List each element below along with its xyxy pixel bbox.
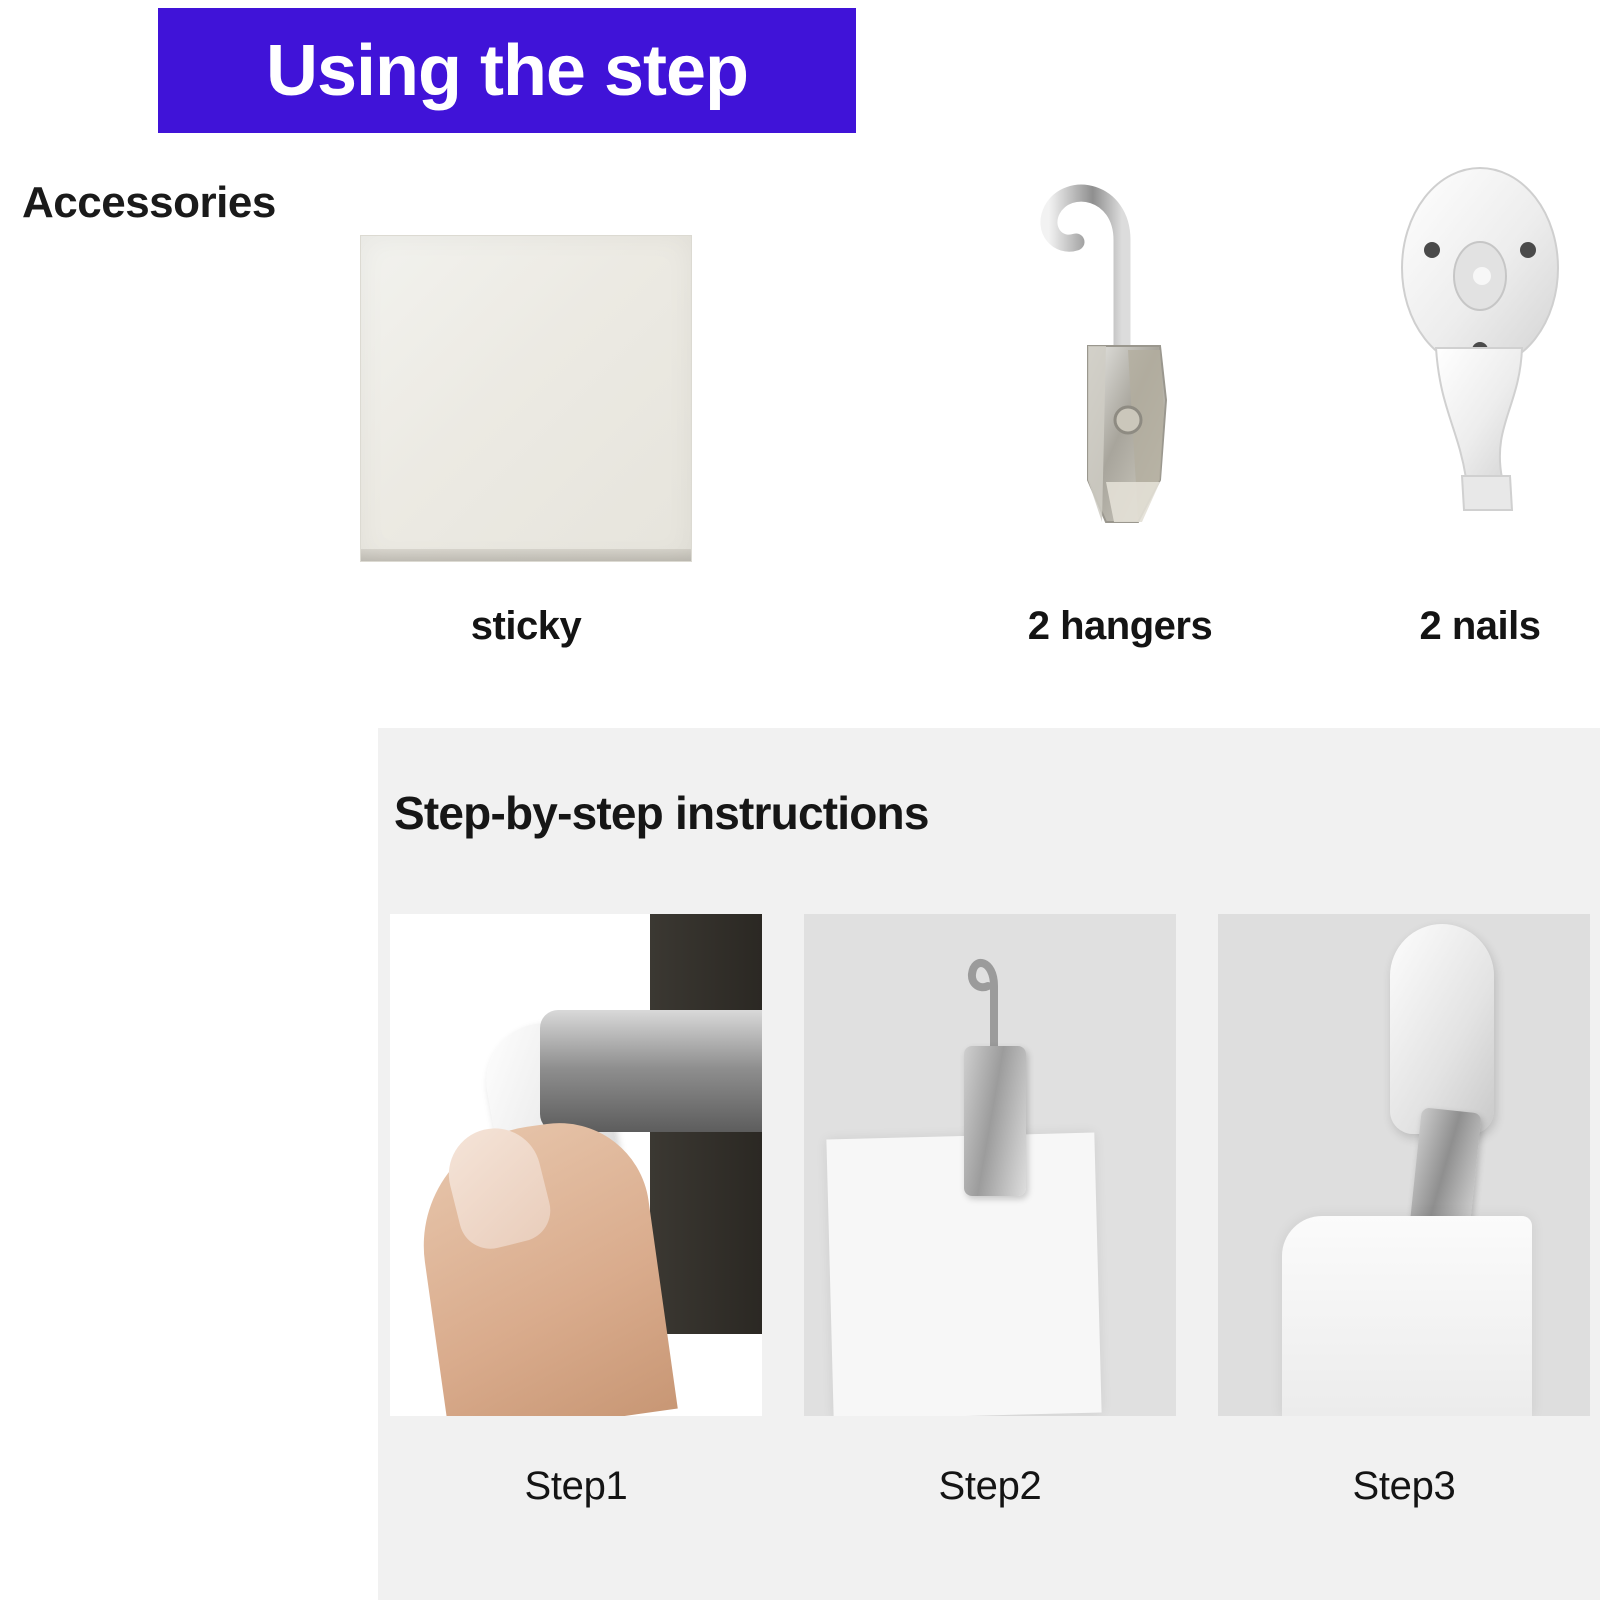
accessory-caption-nails: 2 nails: [1419, 604, 1541, 648]
accessory-caption-sticky: sticky: [470, 604, 582, 648]
page-title: Using the step: [265, 30, 749, 111]
accessories-row: [300, 150, 1580, 670]
step-item-2: [804, 914, 1176, 1509]
step-image-3: [1218, 914, 1590, 1416]
step-image-1: [390, 914, 762, 1416]
step-item-3: [1218, 914, 1590, 1509]
accessory-item-sticky: [346, 235, 706, 649]
clip-hanger-illustration: [1010, 150, 1230, 560]
steps-row: [390, 914, 1590, 1509]
accessory-caption-hangers: 2 hangers: [1027, 604, 1213, 648]
accessory-item-hangers: [940, 150, 1300, 649]
accessory-item-nails: [1300, 150, 1600, 649]
adhesive-nail-hook-icon: [1300, 150, 1600, 560]
accessories-heading: Accessories: [22, 178, 276, 227]
instructions-panel: [378, 728, 1600, 1600]
step-caption-3: Step3: [1352, 1464, 1456, 1508]
step2-hook-icon: [966, 942, 1022, 1062]
step-image-2: [804, 914, 1176, 1416]
instructions-heading: Step-by-step instructions: [394, 787, 929, 839]
step-item-1: [390, 914, 762, 1509]
title-banner: [158, 8, 856, 133]
nail-hook-illustration: [1370, 158, 1590, 558]
step-caption-2: Step2: [938, 1464, 1042, 1508]
clip-hanger-icon: [940, 150, 1300, 560]
step-caption-1: Step1: [524, 1464, 628, 1508]
sticky-pad-icon: [360, 235, 692, 562]
